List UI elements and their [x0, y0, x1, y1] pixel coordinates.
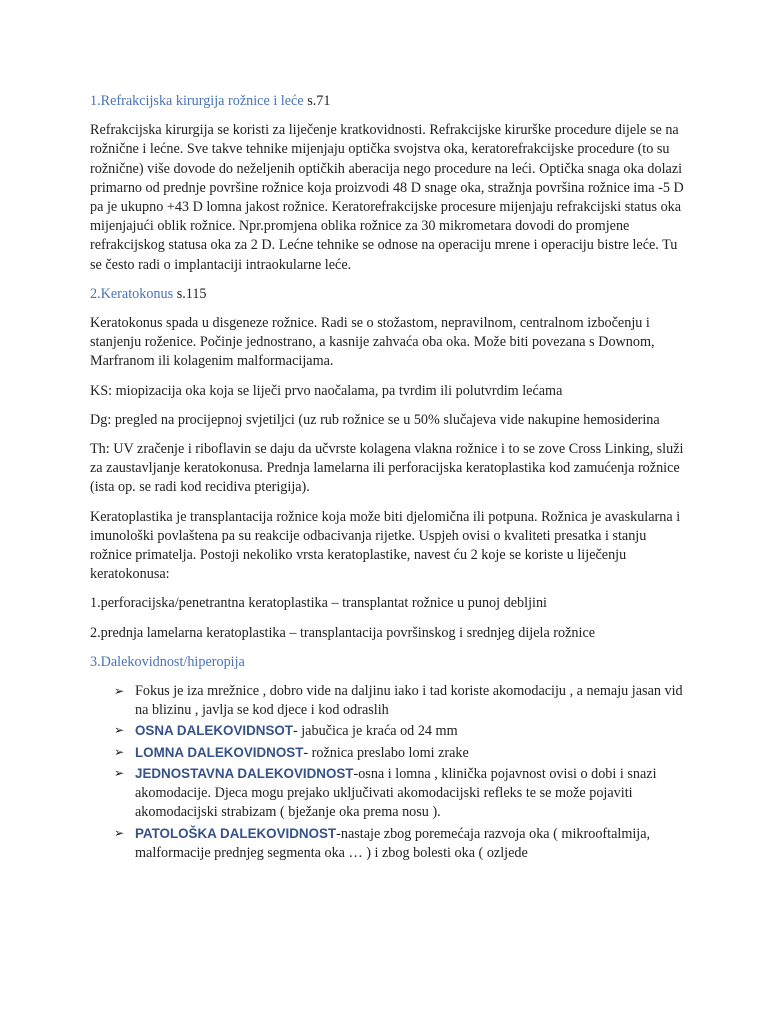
bullet-item [90, 721, 690, 741]
section-2-page-ref: s.115 [173, 285, 207, 302]
section-1-title: 1.Refrakcijska kirurgija rožnice i leće [90, 93, 304, 109]
section-2-paragraph-lamelarna: 2.prednja lamelarna keratoplastika – transplantacija površinskog i srednjeg dijela rožnice [90, 624, 596, 641]
section-2-paragraph-intro: Keratokonus spada u disgeneze rožnice. Radi se o stožastom, nepravilnom, centralnom izbočenju i stanjenju roženice. Počinje jednostrano, a kasnije zahvaća oba oka. Može biti povezana s Downom, Marfranom ili kolagenim malformacijama. [90, 315, 655, 370]
arrowhead-bullet-icon: ➢ [114, 684, 125, 699]
section-2-title: 2.Keratokonus [90, 285, 174, 302]
section-2-heading [90, 285, 690, 304]
bullet-item [90, 764, 690, 823]
arrowhead-bullet-icon: ➢ [114, 723, 125, 738]
section-1-paragraph: Refrakcijska kirurgija se koristi za liječenje kratkovidnosti. Refrakcijske kirurške procedure dijele se na rožnične i lećne. Sve takve tehnike mijenjaju optička svojstva oka, keratorefrakcijske procedure (to su rožnične) više dovode do neželjenih optičkih aberacija nego procedure na leći. Optička snaga oka dolazi primarno od prednje površine rožnice koja proizvodi 48 D snage oka, stražnja površina rožnice ima -5 D pa je ukupno +43 D lomna jakost rožnice. Keratorefrakcijske procesure mijenjaju refrakcijski status oka mijenjajući oblik rožnice. Npr.promjena oblika rožnice za 30 mikrometara dovodi do promjene refrakcijskog statusa oka za 2 D. Lećne tehnike se odnose na operaciju mrene i operaciju bistre leće. Tu se često radi o implantaciji intraokularne leće. [90, 122, 684, 273]
bullet-text: -osna i lomna , klinička pojavnost ovisi o dobi i snazi akomodacije. Djeca mogu prejako uključivati akomodacijski refleks te se može pojaviti akomodacijski strabizam ( bježanje oka prema nosu ). [135, 765, 657, 821]
section-3-heading [90, 653, 690, 672]
section-3-title: 3.Dalekovidnost/hiperopija [90, 653, 245, 670]
section-2-paragraph-th: Th: UV zračenje i riboflavin se daju da učvrste kolagena vlakna rožnice i to se zove Cross Linking, služi za zaustavljanje keratokonusa. Prednja lamelarna ili perforacijska keratoplastika kod zamućenja rožnice (ista op. se radi kod recidiva pterigija). [90, 441, 684, 496]
bullet-term: PATOLOŠKA DALEKOVIDNOST [135, 825, 337, 841]
section-2-paragraph-dg: Dg: pregled na procijepnoj svjetiljci (uz rub rožnice se u 50% slučajeva vide nakupine hemosiderina [90, 411, 660, 428]
bullet-item [90, 682, 690, 720]
arrowhead-bullet-icon: ➢ [114, 744, 125, 759]
bullet-item [90, 743, 690, 763]
section-1-page-ref: s.71 [303, 93, 331, 109]
bullet-term: OSNA DALEKOVIDNSOT [135, 723, 293, 739]
document-page [90, 92, 690, 864]
section-2-paragraph-perforacijska: 1.perforacijska/penetrantna keratoplastika – transplantat rožnice u punoj debljini [90, 595, 547, 612]
bullet-term: LOMNA DALEKOVIDNOST [135, 744, 304, 760]
bullet-term: JEDNOSTAVNA DALEKOVIDNOST [135, 765, 354, 781]
bullet-text: Fokus je iza mrežnice , dobro vide na daljinu iako i tad koriste akomodaciju , a nemaju jasan vid na blizinu , javlja se kod djece i kod odraslih [135, 683, 683, 719]
bullet-text: -nastaje zbog poremećaja razvoja oka ( mikrooftalmija, malformacije prednjeg segmenta oka … ) i zbog bolesti oka ( ozljede [135, 825, 651, 861]
bullet-text: - jabučica je kraća od 24 mm [292, 723, 458, 740]
arrowhead-bullet-icon: ➢ [114, 765, 125, 780]
section-2-paragraph-keratoplastika: Keratoplastika je transplantacija rožnice koja može biti djelomična ili potpuna. Rožnica je avaskularna i imunološki povlaštena pa su reakcije odbacivanja rijetke. Uspjeh ovisi o kvaliteti presatka i stanju rožnice primatelja. Postoji nekoliko vrsta keratoplastike, navest ću 2 koje se koriste u liječenju keratokonusa: [90, 508, 681, 583]
section-1-heading [90, 92, 690, 111]
section-3-bullet-list [90, 682, 690, 863]
bullet-item [90, 824, 690, 863]
section-2-paragraph-ks: KS: miopizacija oka koja se liječi prvo naočalama, pa tvrdim ili polutvrdim lećama [90, 382, 563, 399]
arrowhead-bullet-icon: ➢ [114, 825, 125, 840]
bullet-text: - rožnica preslabo lomi zrake [303, 744, 469, 761]
